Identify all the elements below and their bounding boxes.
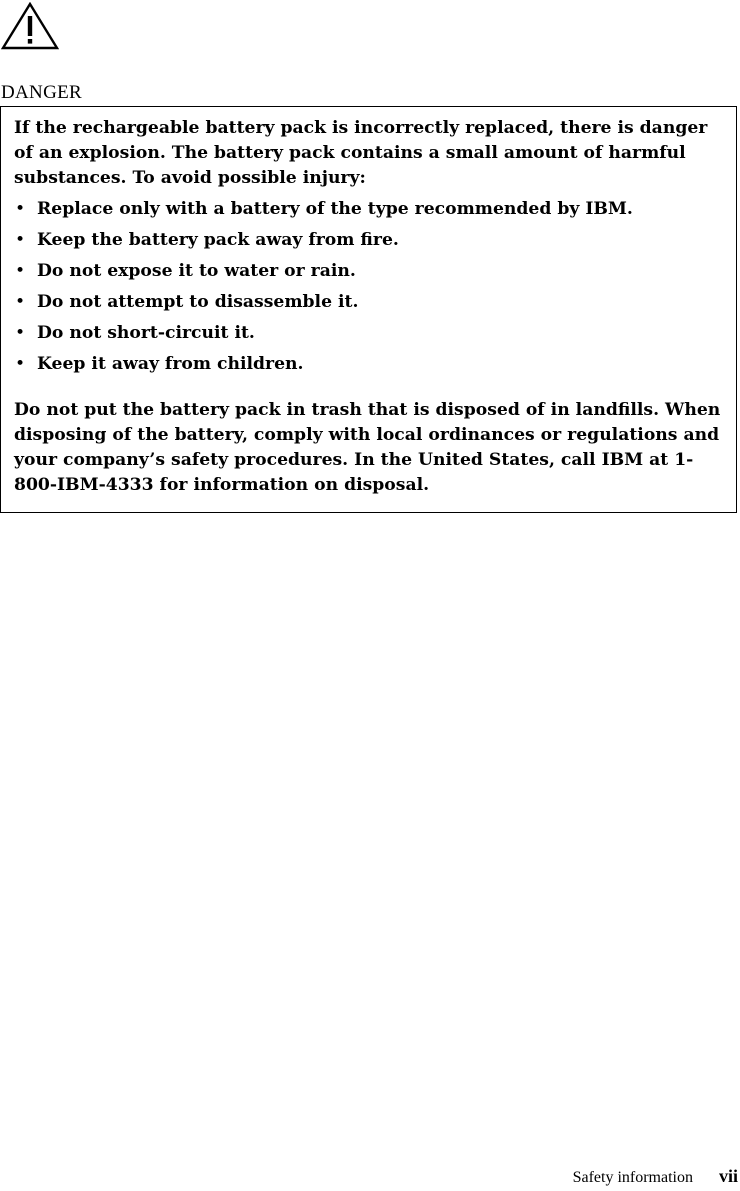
page-number: vii (718, 1166, 738, 1186)
bullet-icon: • (15, 199, 26, 219)
list-item (14, 194, 726, 225)
danger-notice-content (14, 116, 726, 498)
list-item-text: Do not attempt to disassemble it. (37, 292, 359, 312)
list-item-text: Do not short-circuit it. (37, 323, 255, 343)
list-item (14, 256, 726, 287)
precaution-list (14, 194, 726, 380)
bullet-icon: • (15, 230, 26, 250)
list-item (14, 225, 726, 256)
bullet-icon: • (15, 323, 26, 343)
list-item (14, 349, 726, 380)
list-item-text: Do not expose it to water or rain. (37, 261, 356, 281)
list-item-text: Keep it away from children. (37, 354, 304, 374)
list-item-text: Replace only with a battery of the type recommended by IBM. (37, 199, 633, 219)
bullet-icon: • (15, 354, 26, 374)
list-item (14, 287, 726, 318)
bullet-icon: • (15, 292, 26, 312)
danger-notice-box (0, 106, 737, 513)
page-footer (573, 1166, 738, 1187)
bullet-icon: • (15, 261, 26, 281)
danger-intro-text: If the rechargeable battery pack is incorrectly replaced, there is danger of an explosion. The battery pack contains a small amount of harmful substances. To avoid possible injury: (14, 118, 708, 188)
list-item (14, 318, 726, 349)
footer-section-label: Safety information (572, 1169, 693, 1186)
danger-label: DANGER (1, 82, 82, 103)
list-item-text: Keep the battery pack away from fire. (37, 230, 399, 250)
disposal-instructions: Do not put the battery pack in trash that is disposed of in landfills. When disposing of the battery, comply with local ordinances or regulations and your company’s safety procedures. In the United States, call IBM at 1-800-IBM-4333 for information on disposal. (14, 400, 721, 495)
warning-triangle-icon (1, 2, 59, 50)
